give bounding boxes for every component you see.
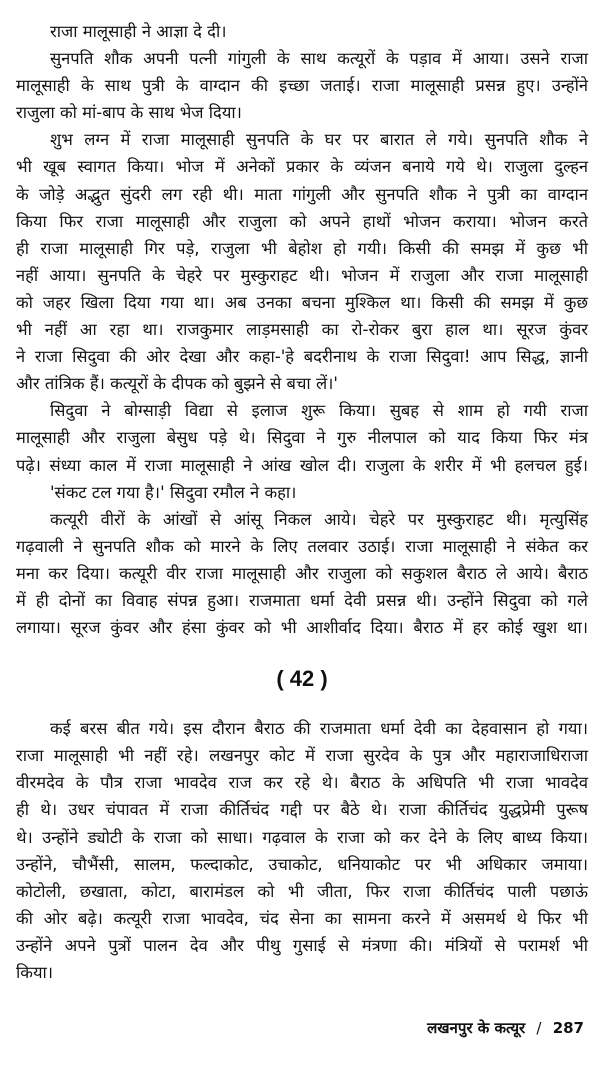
body-text-section-2 xyxy=(16,715,588,986)
text-line: गढ़वाली ने सुनपति शौक को मारने के लिए तलवार उठाई। राजा मालूसाही ने संकेत कर xyxy=(16,536,588,556)
text-line: की ओर बढ़े। कत्यूरी राजा भावदेव, चंद सेना का सामना करने में असमर्थ थे फिर भी xyxy=(16,908,588,928)
text-line: 'संकट टल गया है।' सिदुवा रमौल ने कहा। xyxy=(50,482,297,502)
text-line: किया फिर राजा मालूसाही और राजुला को अपने हाथों भोजन कराया। भोजन करते xyxy=(16,211,588,231)
text-line: लगाया। सूरज कुंवर और हंसा कुंवर को भी आशीर्वाद दिया। बैराठ में हर कोई खुश था। xyxy=(16,618,588,638)
chapter-heading: ( 42 ) xyxy=(276,666,328,692)
text-line: सुनपति शौक अपनी पत्नी गांगुली के साथ कत्यूरों के पड़ाव में आया। उसने राजा xyxy=(50,49,589,69)
text-line: पढ़े। संध्या काल में राजा मालूसाही ने आंख खोल दी। राजुला के शरीर में भी हलचल हुई। xyxy=(16,455,588,475)
text-line: को जहर खिला दिया गया था। अब उनका बचना मुश्किल था। किसी की समझ में कुछ xyxy=(16,292,588,312)
text-line: राजा मालूसाही ने आज्ञा दे दी। xyxy=(50,22,227,41)
text-line: ने राजा सिदुवा की ओर देखा और कहा-'हे बदरीनाथ के राजा सिदुवा! आप सिद्ध, ज्ञानी xyxy=(16,347,588,367)
text-line: ही राजा मालूसाही गिर पड़े, राजुला भी बेहोश हो गयी। किसी की समझ में कुछ भी xyxy=(16,238,588,258)
body-text-section-1 xyxy=(16,18,588,641)
text-line: ही थे। उधर चंपावत में राजा कीर्तिचंद गद्दी पर बैठे थे। राजा कीर्तिचंद युद्धप्रेमी पुरूष xyxy=(16,800,588,820)
text-line: मालूसाही और राजुला बेसुध पड़े थे। सिदुवा ने गुरु नीलपाल को याद किया फिर मंत्र xyxy=(16,428,588,448)
text-line: और तांत्रिक हैं। कत्यूरों के दीपक को बुझने से बचा लें।' xyxy=(16,374,338,394)
text-line: में ही दोनों का विवाह संपन्न हुआ। राजमाता धर्मा देवी प्रसन्न थी। उन्होंने सिदुवा को गले xyxy=(16,590,588,610)
text-line: उन्होंने, चौभैंसी, सालम, फल्दाकोट, उचाकोट, धनियाकोट पर भी अधिकार जमाया। xyxy=(16,854,588,874)
text-line: भी खूब स्वागत किया। भोज में अनेकों प्रकार के व्यंजन बनाये गये थे। राजुला दुल्हन xyxy=(16,157,588,177)
text-line: राजा मालूसाही भी नहीं रहे। लखनपुर कोट में राजा सुरदेव के पुत्र और महाराजाधिराजा xyxy=(16,746,588,766)
text-line: मना कर दिया। कत्यूरी वीर राजा मालूसाही और राजुला को सकुशल बैराठ ले आये। बैराठ xyxy=(16,563,588,583)
text-line: वीरमदेव के पौत्र राजा भावदेव राज कर रहे थे। बैराठ के अधिपति भी राजा भावदेव xyxy=(16,773,588,793)
text-line: नहीं आया। सुनपति के चेहरे पर मुस्कुराहट थी। भोजन में राजुला और राजा मालूसाही xyxy=(16,265,588,285)
page-number: 287 xyxy=(552,1019,584,1037)
text-line: भी नहीं आ रहा था। राजकुमार लाड़मसाही का रो-रोकर बुरा हाल था। सूरज कुंवर xyxy=(16,320,588,340)
text-line: मालूसाही के साथ पुत्री के वाग्दान की इच्छा जताई। राजा मालूसाही प्रसन्न हुए। उन्होंने xyxy=(16,76,588,96)
page-footer xyxy=(427,1018,584,1038)
running-title: लखनपुर के कत्यूर xyxy=(427,1019,526,1037)
text-line: राजुला को मां-बाप के साथ भेज दिया। xyxy=(16,103,242,123)
text-line: उन्होंने अपने पुत्रों पालन देव और पीथु गुसाई से मंत्रणा की। मंत्रियों से परामर्श भी xyxy=(16,935,588,955)
footer-separator: / xyxy=(536,1019,542,1037)
book-page xyxy=(16,18,588,986)
text-line: थे। उन्होंने ड्योटी के राजा को साधा। गढ़वाल के राजा को कर देने के लिए बाध्य किया। xyxy=(16,827,588,847)
text-line: किया। xyxy=(16,963,54,982)
text-line: कत्यूरी वीरों के आंखों से आंसू निकल आये। चेहरे पर मुस्कुराहट थी। मृत्युसिंह xyxy=(50,509,588,529)
text-line: सिदुवा ने बोग्साड़ी विद्या से इलाज शुरू किया। सुबह से शाम हो गयी राजा xyxy=(50,401,588,421)
text-line: कई बरस बीत गये। इस दौरान बैराठ की राजमाता धर्मा देवी का देहवासान हो गया। xyxy=(50,719,588,739)
text-line: शुभ लग्न में राजा मालूसाही सुनपति के घर पर बारात ले गये। सुनपति शौक ने xyxy=(50,130,588,150)
text-line: कोटोली, छखाता, कोटा, बारामंडल को भी जीता, फिर राजा कीर्तिचंद पाली पछाऊं xyxy=(16,881,588,901)
text-line: के जोड़े अद्भुत सुंदरी लग रही थी। माता गांगुली और सुनपति शौक ने पुत्री का वाग्दान xyxy=(16,184,588,204)
